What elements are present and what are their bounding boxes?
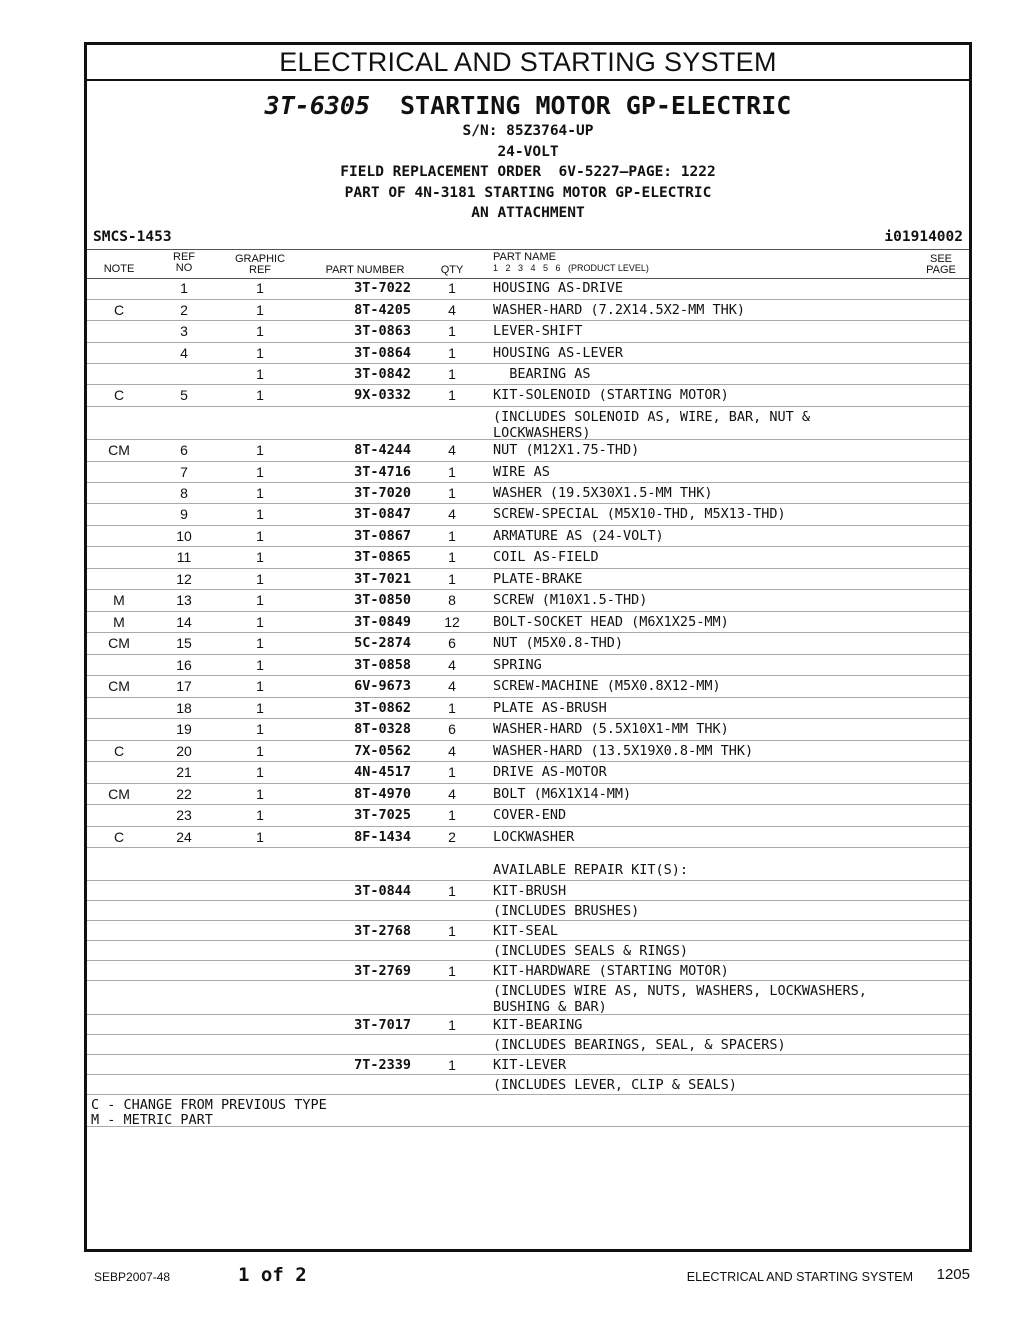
table-row bbox=[87, 941, 969, 961]
part-number-cell: 3T-7022 bbox=[354, 280, 411, 296]
qty-cell: 4 bbox=[448, 743, 456, 759]
part-number-cell: 3T-0862 bbox=[354, 700, 411, 716]
part-name-cell: NUT (M12X1.75-THD) bbox=[493, 442, 640, 458]
part-number-cell: 3T-0847 bbox=[354, 506, 411, 522]
part-number-cell: 5C-2874 bbox=[354, 635, 411, 651]
table-row bbox=[87, 901, 969, 921]
part-name-cell: (INCLUDES BEARINGS, SEAL, & SPACERS) bbox=[493, 1037, 786, 1053]
qty-cell: 1 bbox=[448, 883, 456, 899]
group-part-number: 3T-6305 bbox=[264, 91, 370, 120]
field-replacement-line: FIELD REPLACEMENT ORDER 6V-5227—PAGE: 1222 bbox=[340, 164, 716, 180]
part-number-cell: 3T-0858 bbox=[354, 657, 411, 673]
table-row bbox=[87, 848, 969, 881]
part-number-cell: 3T-2768 bbox=[354, 923, 411, 939]
part-name-cell: KIT-SEAL bbox=[493, 923, 559, 939]
part-name-cell: KIT-SOLENOID (STARTING MOTOR) bbox=[493, 387, 729, 403]
graphic-ref-cell: 1 bbox=[256, 528, 264, 544]
part-name-cell: WIRE AS bbox=[493, 464, 550, 480]
graphic-ref-cell: 1 bbox=[256, 549, 264, 565]
part-number-cell: 8T-0328 bbox=[354, 721, 411, 737]
part-name-cell: BOLT (M6X1X14-MM) bbox=[493, 786, 632, 802]
part-number-cell: 3T-4716 bbox=[354, 464, 411, 480]
table-row bbox=[87, 569, 969, 590]
col-qty: QTY bbox=[440, 264, 464, 276]
part-name-cell: WASHER-HARD (13.5X19X0.8-MM THK) bbox=[493, 743, 754, 759]
table-row bbox=[87, 719, 969, 741]
footer-section: ELECTRICAL AND STARTING SYSTEM bbox=[686, 1270, 913, 1284]
ref-no-cell: 23 bbox=[176, 807, 192, 823]
graphic-ref-cell: 1 bbox=[256, 786, 264, 802]
qty-cell: 4 bbox=[448, 302, 456, 318]
qty-cell: 1 bbox=[448, 764, 456, 780]
part-name-cell: ARMATURE AS (24-VOLT) bbox=[493, 528, 664, 544]
graphic-ref-cell: 1 bbox=[256, 506, 264, 522]
table-row bbox=[87, 1075, 969, 1095]
table-row bbox=[87, 961, 969, 981]
graphic-ref-cell: 1 bbox=[256, 442, 264, 458]
table-row bbox=[87, 440, 969, 462]
footer-page-of: 1 of 2 bbox=[238, 1264, 307, 1286]
table-row bbox=[87, 483, 969, 504]
table-row bbox=[87, 698, 969, 719]
note-cell: C bbox=[113, 387, 125, 403]
part-number-cell: 3T-0844 bbox=[354, 883, 411, 899]
part-number-cell: 3T-0864 bbox=[354, 345, 411, 361]
part-name-cell: (INCLUDES SOLENOID AS, WIRE, BAR, NUT & LOCKWASHERS) bbox=[493, 409, 810, 441]
graphic-ref-cell: 1 bbox=[256, 614, 264, 630]
table-row bbox=[87, 633, 969, 655]
graphic-ref-cell: 1 bbox=[256, 829, 264, 845]
qty-cell: 4 bbox=[448, 506, 456, 522]
table-row bbox=[87, 462, 969, 483]
ref-no-cell: 22 bbox=[176, 786, 192, 802]
graphic-ref-cell: 1 bbox=[256, 280, 264, 296]
note-cell: CM bbox=[108, 635, 130, 651]
part-number-cell: 7X-0562 bbox=[354, 743, 411, 759]
qty-cell: 1 bbox=[448, 1057, 456, 1073]
graphic-ref-cell: 1 bbox=[256, 485, 264, 501]
part-of-line: PART OF 4N-3181 STARTING MOTOR GP-ELECTRIC bbox=[344, 184, 712, 201]
qty-cell: 1 bbox=[448, 1017, 456, 1033]
part-name-cell: KIT-HARDWARE (STARTING MOTOR) bbox=[493, 963, 729, 979]
graphic-ref-cell: 1 bbox=[256, 764, 264, 780]
page-footer bbox=[0, 1262, 1020, 1292]
part-number-cell: 3T-7025 bbox=[354, 807, 411, 823]
table-row bbox=[87, 407, 969, 440]
graphic-ref-cell: 1 bbox=[256, 366, 264, 382]
note-cell: C bbox=[113, 302, 125, 318]
part-name-cell: SPRING bbox=[493, 657, 542, 673]
smcs-bar bbox=[93, 227, 963, 247]
graphic-ref-cell: 1 bbox=[256, 464, 264, 480]
graphic-ref-cell: 1 bbox=[256, 807, 264, 823]
part-name-cell: WASHER (19.5X30X1.5-MM THK) bbox=[493, 485, 713, 501]
table-row bbox=[87, 676, 969, 698]
ref-no-cell: 18 bbox=[176, 700, 192, 716]
graphic-ref-cell: 1 bbox=[256, 678, 264, 694]
qty-cell: 6 bbox=[448, 635, 456, 651]
table-row bbox=[87, 590, 969, 612]
legend-divider bbox=[87, 1126, 969, 1127]
note-cell: C bbox=[113, 829, 125, 845]
table-row bbox=[87, 784, 969, 805]
smcs-code: SMCS-1453 bbox=[93, 229, 172, 245]
part-name-cell: LEVER-SHIFT bbox=[493, 323, 583, 339]
qty-cell: 1 bbox=[448, 549, 456, 565]
part-name-cell: BEARING AS bbox=[493, 366, 591, 382]
graphic-ref-cell: 1 bbox=[256, 387, 264, 403]
col-ref-bottom: NO bbox=[175, 262, 193, 274]
table-row bbox=[87, 321, 969, 343]
part-name-cell: PLATE AS-BRUSH bbox=[493, 700, 607, 716]
part-number-cell: 8T-4970 bbox=[354, 786, 411, 802]
table-row bbox=[87, 526, 969, 547]
part-number-cell: 3T-2769 bbox=[354, 963, 411, 979]
col-graphic-bottom: REF bbox=[249, 264, 271, 276]
qty-cell: 4 bbox=[448, 657, 456, 673]
col-graphic-top: GRAPHIC bbox=[234, 253, 286, 265]
note-cell: CM bbox=[108, 678, 130, 694]
part-number-cell: 3T-0850 bbox=[354, 592, 411, 608]
part-name-cell: (INCLUDES BRUSHES) bbox=[493, 903, 640, 919]
part-name-cell: KIT-LEVER bbox=[493, 1057, 567, 1073]
page-frame bbox=[84, 42, 972, 1252]
note-cell: CM bbox=[108, 442, 130, 458]
part-number-cell: 8T-4205 bbox=[354, 302, 411, 318]
graphic-ref-cell: 1 bbox=[256, 743, 264, 759]
ref-no-cell: 3 bbox=[180, 323, 188, 339]
ref-no-cell: 10 bbox=[176, 528, 192, 544]
qty-cell: 1 bbox=[448, 464, 456, 480]
part-name-cell: KIT-BEARING bbox=[493, 1017, 583, 1033]
table-row bbox=[87, 881, 969, 901]
column-header bbox=[87, 249, 969, 279]
part-number-cell: 3T-0842 bbox=[354, 366, 411, 382]
legend bbox=[91, 1098, 969, 1128]
footer-page-number: 1205 bbox=[936, 1266, 970, 1283]
ref-no-cell: 2 bbox=[180, 302, 188, 318]
table-row bbox=[87, 921, 969, 941]
group-name: STARTING MOTOR GP-ELECTRIC bbox=[400, 91, 792, 120]
qty-cell: 1 bbox=[448, 280, 456, 296]
part-name-cell: SCREW (M10X1.5-THD) bbox=[493, 592, 648, 608]
col-ref-top: REF bbox=[173, 251, 195, 263]
table-row bbox=[87, 385, 969, 407]
legend-change: C - CHANGE FROM PREVIOUS TYPE bbox=[91, 1097, 327, 1113]
part-name-cell: COVER-END bbox=[493, 807, 567, 823]
part-name-cell: COIL AS-FIELD bbox=[493, 549, 599, 565]
part-name-cell: BOLT-SOCKET HEAD (M6X1X25-MM) bbox=[493, 614, 729, 630]
graphic-ref-cell: 1 bbox=[256, 571, 264, 587]
graphic-ref-cell: 1 bbox=[256, 302, 264, 318]
table-row bbox=[87, 343, 969, 364]
table-row bbox=[87, 300, 969, 321]
graphic-ref-cell: 1 bbox=[256, 657, 264, 673]
qty-cell: 1 bbox=[448, 485, 456, 501]
qty-cell: 6 bbox=[448, 721, 456, 737]
part-number-cell: 7T-2339 bbox=[354, 1057, 411, 1073]
ref-no-cell: 20 bbox=[176, 743, 192, 759]
table-row bbox=[87, 364, 969, 385]
ref-no-cell: 19 bbox=[176, 721, 192, 737]
document-id: i01914002 bbox=[884, 229, 963, 245]
part-name-cell: HOUSING AS-LEVER bbox=[493, 345, 624, 361]
table-row bbox=[87, 981, 969, 1015]
col-part-name: PART NAME bbox=[493, 251, 556, 263]
graphic-ref-cell: 1 bbox=[256, 721, 264, 737]
part-name-cell: SCREW-SPECIAL (M5X10-THD, M5X13-THD) bbox=[493, 506, 786, 522]
table-row bbox=[87, 547, 969, 569]
qty-cell: 4 bbox=[448, 786, 456, 802]
qty-cell: 4 bbox=[448, 678, 456, 694]
ref-no-cell: 15 bbox=[176, 635, 192, 651]
ref-no-cell: 9 bbox=[180, 506, 188, 522]
part-name-cell: AVAILABLE REPAIR KIT(S): bbox=[493, 862, 689, 878]
table-row bbox=[87, 827, 969, 848]
table-row bbox=[87, 741, 969, 762]
table-row bbox=[87, 1015, 969, 1035]
ref-no-cell: 11 bbox=[176, 549, 192, 565]
part-number-cell: 3T-0863 bbox=[354, 323, 411, 339]
table-row bbox=[87, 278, 969, 300]
qty-cell: 1 bbox=[448, 571, 456, 587]
col-note: NOTE bbox=[103, 263, 135, 275]
ref-no-cell: 12 bbox=[176, 571, 192, 587]
part-name-cell: (INCLUDES LEVER, CLIP & SEALS) bbox=[493, 1077, 737, 1093]
col-product-level: 1 2 3 4 5 6 (PRODUCT LEVEL) bbox=[493, 263, 649, 273]
qty-cell: 1 bbox=[448, 528, 456, 544]
part-number-cell: 3T-7021 bbox=[354, 571, 411, 587]
note-cell: M bbox=[113, 614, 125, 630]
ref-no-cell: 5 bbox=[180, 387, 188, 403]
serial-line: S/N: 85Z3764-UP bbox=[462, 123, 594, 139]
qty-cell: 1 bbox=[448, 387, 456, 403]
graphic-ref-cell: 1 bbox=[256, 345, 264, 361]
part-name-cell: SCREW-MACHINE (M5X0.8X12-MM) bbox=[493, 678, 721, 694]
part-number-cell: 3T-0867 bbox=[354, 528, 411, 544]
part-name-cell: LOCKWASHER bbox=[493, 829, 575, 845]
qty-cell: 8 bbox=[448, 592, 456, 608]
table-row bbox=[87, 1055, 969, 1075]
footer-doc-code: SEBP2007-48 bbox=[94, 1270, 171, 1284]
part-number-cell: 3T-0849 bbox=[354, 614, 411, 630]
col-see-top: SEE bbox=[929, 253, 952, 265]
ref-no-cell: 21 bbox=[176, 764, 192, 780]
part-number-cell: 4N-4517 bbox=[354, 764, 411, 780]
part-name-cell: WASHER-HARD (7.2X14.5X2-MM THK) bbox=[493, 302, 745, 318]
ref-no-cell: 7 bbox=[180, 464, 188, 480]
qty-cell: 1 bbox=[448, 323, 456, 339]
legend-metric: M - METRIC PART bbox=[91, 1112, 213, 1128]
attachment-line: AN ATTACHMENT bbox=[471, 205, 585, 221]
table-row bbox=[87, 762, 969, 784]
col-part-number: PART NUMBER bbox=[325, 264, 405, 276]
qty-cell: 1 bbox=[448, 700, 456, 716]
table-row bbox=[87, 1035, 969, 1055]
table-row bbox=[87, 612, 969, 633]
table-row bbox=[87, 805, 969, 827]
ref-no-cell: 6 bbox=[180, 442, 188, 458]
graphic-ref-cell: 1 bbox=[256, 323, 264, 339]
ref-no-cell: 24 bbox=[176, 829, 192, 845]
part-name-cell: (INCLUDES WIRE AS, NUTS, WASHERS, LOCKWASHERS, BUSHING & BAR) bbox=[493, 983, 867, 1015]
graphic-ref-cell: 1 bbox=[256, 635, 264, 651]
graphic-ref-cell: 1 bbox=[256, 592, 264, 608]
qty-cell: 2 bbox=[448, 829, 456, 845]
qty-cell: 1 bbox=[448, 807, 456, 823]
qty-cell: 12 bbox=[444, 614, 460, 630]
part-number-cell: 3T-7017 bbox=[354, 1017, 411, 1033]
ref-no-cell: 8 bbox=[180, 485, 188, 501]
part-name-cell: WASHER-HARD (5.5X10X1-MM THK) bbox=[493, 721, 729, 737]
part-name-cell: NUT (M5X0.8-THD) bbox=[493, 635, 624, 651]
qty-cell: 1 bbox=[448, 345, 456, 361]
note-cell: C bbox=[113, 743, 125, 759]
title-block bbox=[87, 91, 969, 224]
part-number-cell: 8T-4244 bbox=[354, 442, 411, 458]
part-name-cell: HOUSING AS-DRIVE bbox=[493, 280, 624, 296]
part-name-cell: PLATE-BRAKE bbox=[493, 571, 583, 587]
table-row bbox=[87, 504, 969, 526]
voltage-line: 24-VOLT bbox=[497, 143, 559, 160]
table-row bbox=[87, 655, 969, 676]
ref-no-cell: 13 bbox=[176, 592, 192, 608]
qty-cell: 1 bbox=[448, 923, 456, 939]
part-number-cell: 6V-9673 bbox=[354, 678, 411, 694]
qty-cell: 4 bbox=[448, 442, 456, 458]
section-banner: ELECTRICAL AND STARTING SYSTEM bbox=[87, 45, 969, 81]
part-number-cell: 8F-1434 bbox=[354, 829, 411, 845]
note-cell: CM bbox=[108, 786, 130, 802]
ref-no-cell: 1 bbox=[180, 280, 188, 296]
note-cell: M bbox=[113, 592, 125, 608]
page-title bbox=[87, 91, 969, 121]
part-number-cell: 9X-0332 bbox=[354, 387, 411, 403]
ref-no-cell: 16 bbox=[176, 657, 192, 673]
qty-cell: 1 bbox=[448, 366, 456, 382]
part-name-cell: DRIVE AS-MOTOR bbox=[493, 764, 607, 780]
part-name-cell: (INCLUDES SEALS & RINGS) bbox=[493, 943, 689, 959]
part-number-cell: 3T-0865 bbox=[354, 549, 411, 565]
part-number-cell: 3T-7020 bbox=[354, 485, 411, 501]
part-name-cell: KIT-BRUSH bbox=[493, 883, 567, 899]
qty-cell: 1 bbox=[448, 963, 456, 979]
ref-no-cell: 4 bbox=[180, 345, 188, 361]
col-see-bottom: PAGE bbox=[926, 264, 956, 276]
graphic-ref-cell: 1 bbox=[256, 700, 264, 716]
ref-no-cell: 14 bbox=[176, 614, 192, 630]
ref-no-cell: 17 bbox=[176, 678, 192, 694]
